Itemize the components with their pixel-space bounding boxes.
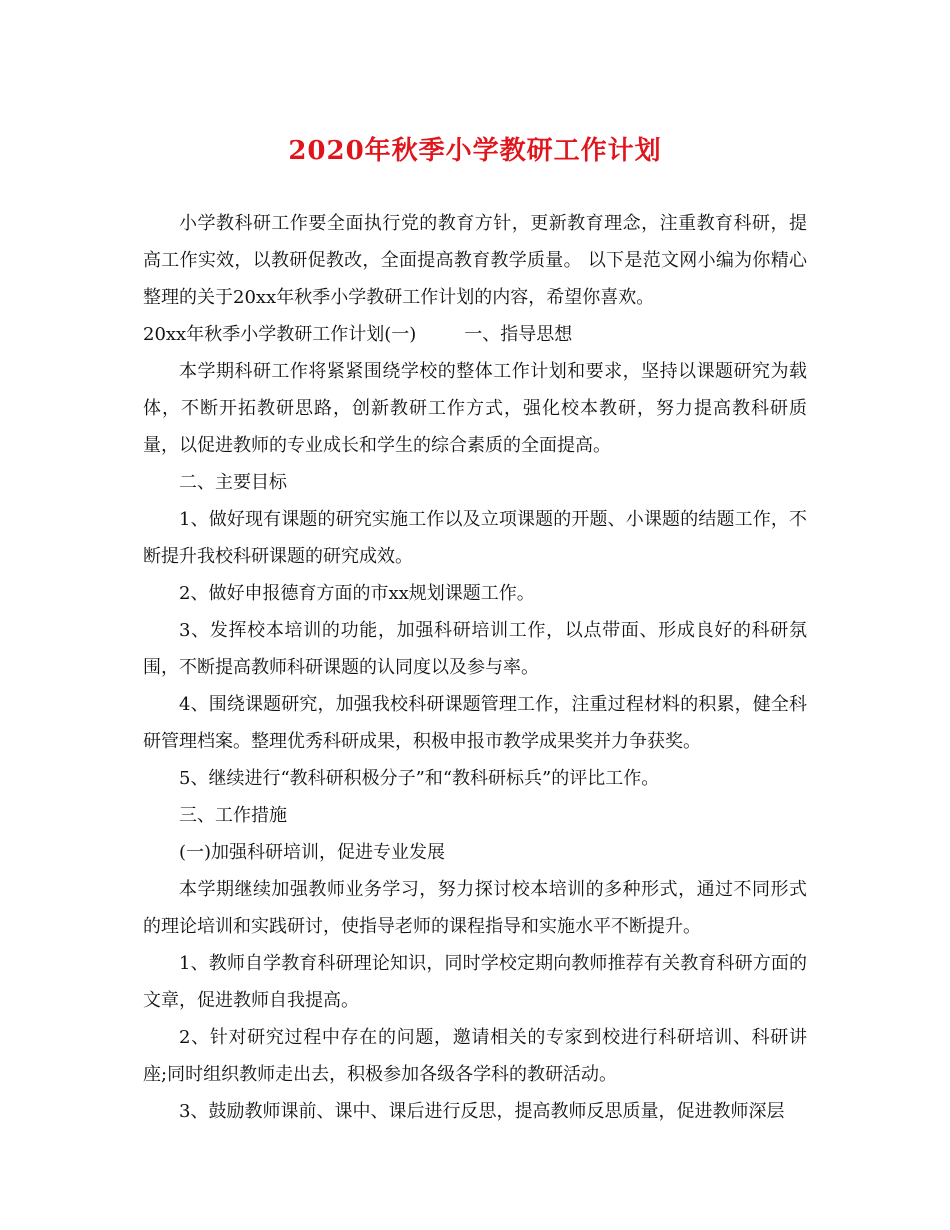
section-heading-main-goals: 二、主要目标 <box>179 472 287 493</box>
goal-item-1: 1、做好现有课题的研究实施工作以及立项课题的开题、小课题的结题工作，不断提升我校科研课题的研究成效。 <box>143 509 807 567</box>
goal-item-4: 4、围绕课题研究，加强我校科研课题管理工作，注重过程材料的积累，健全科研管理档案。整理优秀科研成果，积极申报市教学成果奖并力争获奖。 <box>143 694 807 752</box>
section-heading-work-measures: 三、工作措施 <box>179 805 287 826</box>
plan-subtitle: 20xx年秋季小学教研工作计划(一) <box>143 324 417 345</box>
document-title: 2020年秋季小学教研工作计划 <box>288 136 662 166</box>
intro-paragraph: 小学教科研工作要全面执行党的教育方针，更新教育理念，注重教育科研，提高工作实效，以教研促教改，全面提高教育教学质量。 以下是范文网小编为你精心整理的关于20xx年秋季小学教研工作计划的内容，希望你喜欢。 <box>143 213 807 308</box>
goal-item-3: 3、发挥校本培训的功能，加强科研培训工作，以点带面、形成良好的科研氛围，不断提高教师科研课题的认同度以及参与率。 <box>143 620 807 678</box>
plan-heading-line <box>143 316 807 353</box>
guiding-ideology-paragraph: 本学期科研工作将紧紧围绕学校的整体工作计划和要求，坚持以课题研究为载体，不断开拓教研思路，创新教研工作方式，强化校本教研，努力提高教科研质量，以促进教师的专业成长和学生的综合素质的全面提高。 <box>143 361 807 456</box>
document-body <box>143 205 807 1130</box>
section-heading-guiding-ideology: 一、指导思想 <box>464 324 573 345</box>
measure-item-2: 2、针对研究过程中存在的问题，邀请相关的专家到校进行科研培训、科研讲座;同时组织教师走出去，积极参加各级各学科的教研活动。 <box>143 1027 807 1085</box>
goal-item-2: 2、做好申报德育方面的市xx规划课题工作。 <box>179 583 535 604</box>
measure-item-3: 3、鼓励教师课前、课中、课后进行反思，提高教师反思质量，促进教师深层 <box>179 1101 785 1122</box>
goal-item-5: 5、继续进行“教科研积极分子”和“教科研标兵”的评比工作。 <box>179 768 660 789</box>
measure-item-1: 1、教师自学教育科研理论知识，同时学校定期向教师推荐有关教育科研方面的文章，促进教师自我提高。 <box>143 953 807 1011</box>
training-paragraph: 本学期继续加强教师业务学习，努力探讨校本培训的多种形式，通过不同形式的理论培训和实践研讨，使指导老师的课程指导和实施水平不断提升。 <box>143 879 807 937</box>
subsection-heading-training: (一)加强科研培训，促进专业发展 <box>179 842 446 863</box>
